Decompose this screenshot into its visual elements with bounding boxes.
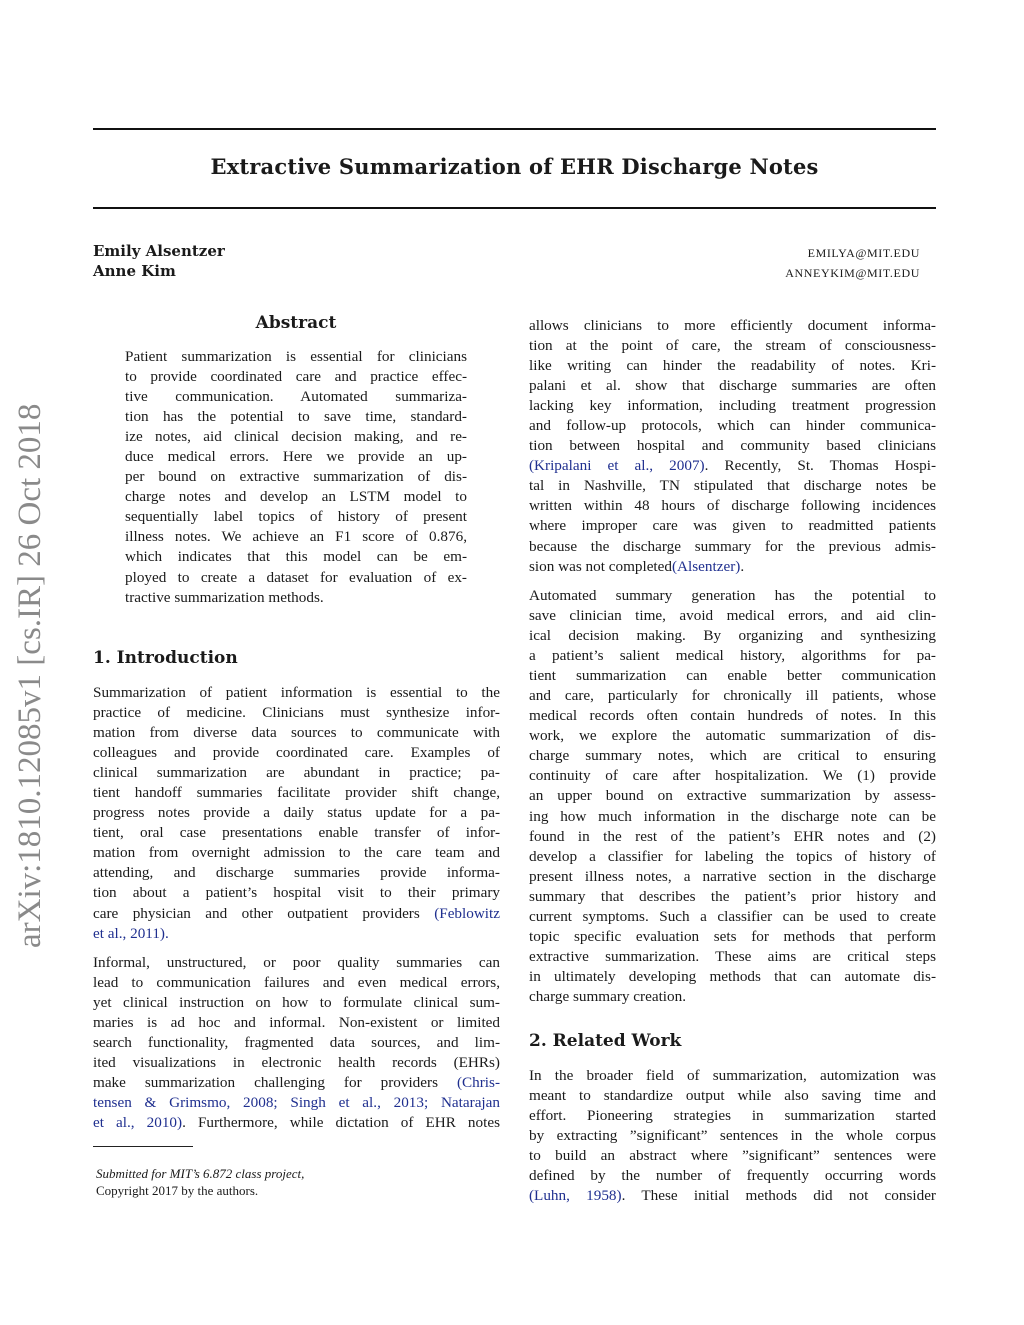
text-line: ical decision making. By organizing and synthesizing bbox=[529, 627, 936, 645]
text-line: mation from diverse data sources to communicate with bbox=[93, 724, 500, 742]
section-heading-related-work: 2. Related Work bbox=[529, 1031, 682, 1051]
intro-paragraph-1 bbox=[93, 683, 500, 944]
text-line bbox=[93, 1093, 500, 1113]
text-line: lead to communication failures and even medical errors, bbox=[93, 974, 500, 992]
text-line: to build an abstract where ”significant” sentences were bbox=[529, 1147, 936, 1165]
text-line: tion about a patient’s hospital visit to their primary bbox=[93, 884, 500, 902]
arxiv-identifier[interactable]: arXiv:1810.12085v1 [cs.IR] 26 Oct 2018 bbox=[12, 403, 48, 948]
text-line: current symptoms. Such a classifier can be used to create bbox=[529, 907, 936, 925]
text-line bbox=[529, 456, 936, 476]
text-line: develop a classifier for labeling the topics of history of bbox=[529, 847, 936, 865]
text-line: present illness notes, a narrative section in the discharge bbox=[529, 867, 936, 885]
citation-link[interactable]: (Luhn, 1958) bbox=[529, 1187, 622, 1205]
text-line: extractive summarization. These aims are critical steps bbox=[529, 947, 936, 965]
text-line: tractive summarization methods. bbox=[125, 588, 324, 606]
text-line bbox=[529, 1186, 936, 1206]
author-email[interactable]: ANNEYKIM@MIT.EDU bbox=[785, 266, 920, 280]
author-email[interactable]: EMILYA@MIT.EDU bbox=[807, 246, 920, 260]
text-line: found in the rest of the patient’s EHR notes and (2) bbox=[529, 827, 936, 845]
text-line bbox=[93, 924, 500, 944]
text-line: Summarization of patient information is essential to the bbox=[93, 684, 500, 701]
text-line: colleagues and provide coordinated care. Examples of bbox=[93, 744, 500, 762]
footnote bbox=[96, 1165, 304, 1199]
text-line: a patient’s salient medical history, algorithms for pa- bbox=[529, 647, 936, 665]
text-segment: . Recently, St. Thomas Hospi- bbox=[704, 457, 936, 475]
text-segment: . bbox=[740, 557, 745, 575]
text-line: tive communication. Automated summariza- bbox=[125, 388, 467, 406]
text-line: where improper care was given to readmitted patients bbox=[529, 517, 936, 535]
text-line: medical records often contain hundreds of notes. In this bbox=[529, 707, 936, 725]
text-segment: make summarization challenging for providers bbox=[93, 1074, 457, 1092]
text-line: practice of medicine. Clinicians must synthesize infor- bbox=[93, 704, 500, 722]
footnote-rule bbox=[93, 1146, 193, 1147]
text-line: tient, oral case presentations enable transfer of infor- bbox=[93, 824, 500, 842]
author-name: Emily Alsentzer bbox=[93, 242, 225, 260]
text-line: charge summary creation. bbox=[529, 987, 687, 1005]
text-line: because the discharge summary for the previous admis- bbox=[529, 537, 936, 555]
text-line: clinical summarization are abundant in practice; pa- bbox=[93, 764, 500, 782]
text-line: Informal, unstructured, or poor quality summaries can bbox=[93, 954, 500, 971]
abstract-body bbox=[125, 347, 467, 608]
paper-title: Extractive Summarization of EHR Discharge Notes bbox=[210, 154, 819, 179]
citation-link[interactable]: tensen & Grimsmo, 2008; Singh et al., 2013; Natarajan bbox=[93, 1094, 500, 1112]
text-line: summary that describes the patient’s prior history and bbox=[529, 887, 936, 905]
text-segment: sion was not completed bbox=[529, 557, 672, 575]
intro-paragraph-2 bbox=[93, 953, 500, 1133]
text-line: like writing can hinder the readability of notes. Kri- bbox=[529, 357, 936, 375]
text-line: tion between hospital and community based clinicians bbox=[529, 437, 936, 455]
text-line: tion at the point of care, the stream of consciousness- bbox=[529, 337, 936, 355]
text-line: tient summarization can enable better communication bbox=[529, 667, 936, 685]
text-line: and care, particularly for chronically ill patients, whose bbox=[529, 687, 936, 705]
text-line: per bound on extractive summarization of dis- bbox=[125, 468, 467, 486]
text-line: attending, and discharge summaries provide informa- bbox=[93, 864, 500, 882]
text-line: palani et al. show that discharge summaries are often bbox=[529, 377, 936, 395]
text-line: illness notes. We achieve an F1 score of 0.876, bbox=[125, 528, 467, 546]
text-line: defined by the number of frequently occurring words bbox=[529, 1167, 936, 1185]
text-line: yet clinical instruction on how to formulate clinical sum- bbox=[93, 994, 500, 1012]
text-segment: . Furthermore, while dictation of EHR notes bbox=[182, 1114, 500, 1132]
text-line: Patient summarization is essential for clinicians bbox=[125, 348, 467, 365]
text-line: duce medical errors. Here we provide an up- bbox=[125, 448, 467, 466]
title-rule-top bbox=[93, 128, 936, 130]
citation-link[interactable]: (Chris- bbox=[456, 1074, 500, 1092]
citation-link[interactable]: (Feblowitz bbox=[434, 904, 500, 922]
text-line: charge notes and develop an LSTM model to bbox=[125, 488, 467, 506]
citation-link[interactable]: et al., 2010) bbox=[93, 1114, 183, 1132]
author-name: Anne Kim bbox=[93, 262, 176, 280]
text-line: allows clinicians to more efficiently document informa- bbox=[529, 317, 936, 334]
citation-link[interactable]: et al., 2011). bbox=[93, 924, 169, 942]
text-line: which indicates that this model can be em- bbox=[125, 548, 467, 566]
text-line bbox=[93, 1113, 500, 1133]
text-line: to provide coordinated care and practice effec- bbox=[125, 368, 467, 386]
text-line: save clinician time, avoid medical errors, and aid clin- bbox=[529, 607, 936, 625]
text-line: ited visualizations in electronic health records (EHRs) bbox=[93, 1054, 500, 1072]
text-line: topic specific evaluation sets for methods that perform bbox=[529, 927, 936, 945]
text-line: charge summary notes, which are critical to ensuring bbox=[529, 747, 936, 765]
text-line: sequentially label topics of history of present bbox=[125, 508, 467, 526]
text-line: work, we explore the automatic summarization of dis- bbox=[529, 727, 936, 745]
citation-link[interactable]: (Alsentzer) bbox=[672, 557, 741, 575]
text-segment: . These initial methods did not consider bbox=[621, 1187, 936, 1205]
text-line: in ultimately developing methods that can automate dis- bbox=[529, 967, 936, 985]
text-segment: care physician and other outpatient providers bbox=[93, 904, 435, 922]
text-line: and follow-up protocols, which can hinder communica- bbox=[529, 417, 936, 435]
text-line: meant to standardize output while also saving time and bbox=[529, 1087, 936, 1105]
intro-paragraph-4 bbox=[529, 586, 936, 1007]
text-line: progress notes provide a daily status update for a pa- bbox=[93, 804, 500, 822]
text-line: tient handoff summaries facilitate provider shift change, bbox=[93, 784, 500, 802]
footnote-line: Copyright 2017 by the authors. bbox=[96, 1183, 259, 1198]
text-line: ployed to create a dataset for evaluation of ex- bbox=[125, 568, 467, 586]
text-line: search functionality, fragmented data sources, and lim- bbox=[93, 1034, 500, 1052]
text-line: maries is ad hoc and informal. Non-existent or limited bbox=[93, 1014, 500, 1032]
citation-link[interactable]: (Kripalani et al., 2007) bbox=[529, 457, 705, 475]
text-line: Automated summary generation has the potential to bbox=[529, 587, 936, 604]
text-line: tal in Nashville, TN stipulated that discharge notes be bbox=[529, 477, 936, 495]
intro-paragraph-3 bbox=[529, 316, 936, 577]
text-line: In the broader field of summarization, automization was bbox=[529, 1067, 936, 1084]
text-line: ing how much information in the discharge note can be bbox=[529, 807, 936, 825]
text-line bbox=[93, 904, 500, 924]
text-line: written within 48 hours of discharge following incidences bbox=[529, 497, 936, 515]
title-rule-bottom bbox=[93, 207, 936, 209]
text-line bbox=[529, 557, 936, 577]
text-line: tion has the potential to save time, standard- bbox=[125, 408, 467, 426]
abstract-heading: Abstract bbox=[255, 313, 337, 333]
footnote-line: Submitted for MIT’s 6.872 class project, bbox=[96, 1166, 305, 1181]
text-line: by extracting ”significant” sentences in the whole corpus bbox=[529, 1127, 936, 1145]
text-line: effort. Pioneering strategies in summarization started bbox=[529, 1107, 936, 1125]
text-line bbox=[93, 1073, 500, 1093]
text-line: mation from overnight admission to the care team and bbox=[93, 844, 500, 862]
text-line: lacking key information, including treatment progression bbox=[529, 397, 936, 415]
text-line: continuity of care after hospitalization. We (1) provide bbox=[529, 767, 936, 785]
section-heading-introduction: 1. Introduction bbox=[93, 648, 238, 668]
text-line: ize notes, aid clinical decision making, and re- bbox=[125, 428, 467, 446]
text-line: an upper bound on extractive summarization by assess- bbox=[529, 787, 936, 805]
related-work-paragraph bbox=[529, 1066, 936, 1206]
